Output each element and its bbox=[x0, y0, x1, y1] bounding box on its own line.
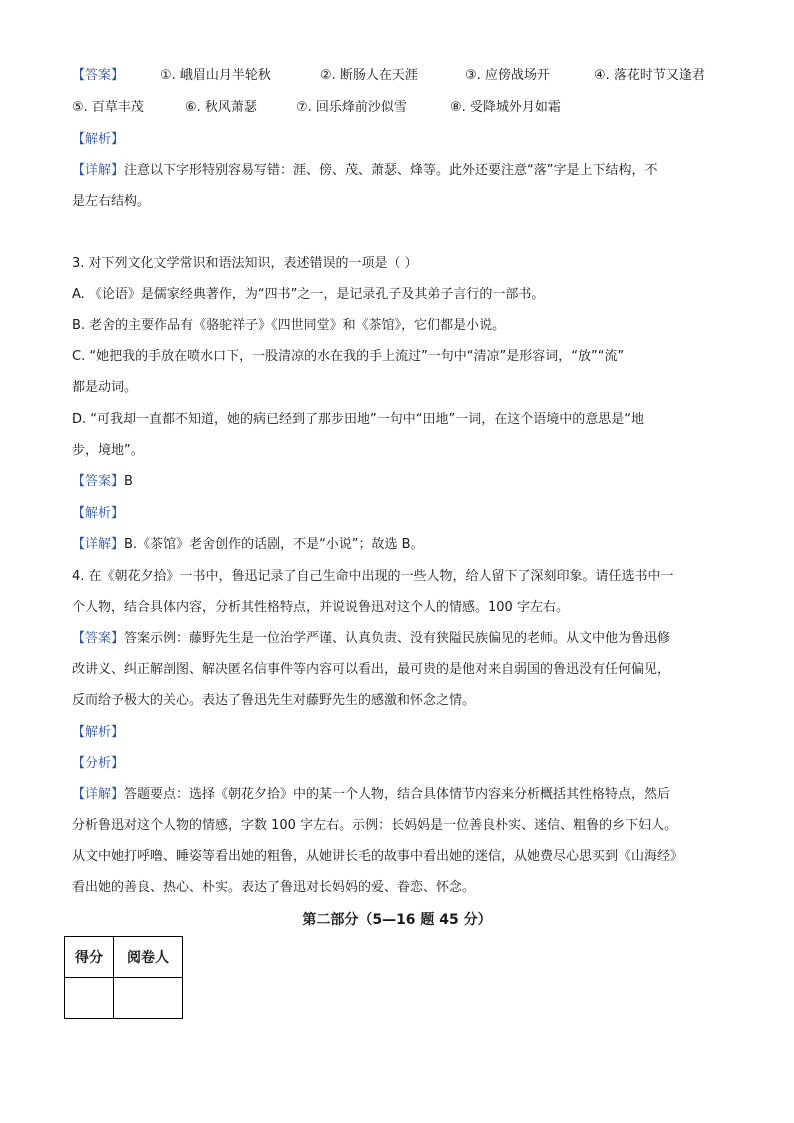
answer-text: 答案示例：藤野先生是一位治学严谨、认真负责、没有狭隘民族偏见的老师。从文中他为鲁迅修 bbox=[124, 631, 671, 646]
answer-item-5: ⑤. 百草丰茂 bbox=[72, 100, 144, 115]
detail-label: 【详解】 bbox=[72, 787, 125, 802]
detail-text: 答题要点：选择《朝花夕拾》中的某一个人物，结合具体情节内容来分析概括其性格特点，然后 bbox=[124, 787, 671, 802]
detail-text-continued: 是左右结构。 bbox=[72, 194, 151, 209]
answer-item-6: ⑥. 秋风萧瑟 bbox=[185, 100, 257, 115]
question-4-stem: 4. 在《朝花夕拾》一书中，鲁迅记录了自己生命中出现的一些人物，给人留下了深刻印象。请任选书中一 bbox=[72, 569, 674, 584]
fenxi-label: 【分析】 bbox=[72, 756, 125, 771]
question-4-answer-line-3: 反而给予极大的关心。表达了鲁迅先生对藤野先生的感激和怀念之情。 bbox=[72, 693, 476, 708]
score-table bbox=[64, 936, 183, 1019]
question-4-detail-line-4: 看出她的善良、热心、朴实。表达了鲁迅对长妈妈的爱、眷恋、怀念。 bbox=[72, 880, 476, 895]
answer-item-8: ⑧. 受降城外月如霜 bbox=[450, 100, 561, 115]
question-3-option-b: B. 老舍的主要作品有《骆驼祥子》《四世同堂》和《茶馆》，它们都是小说。 bbox=[72, 318, 506, 333]
question-4-detail-line-3: 从文中她打呼噜、睡姿等看出她的粗鲁，从她讲长毛的故事中看出她的迷信，从她费尽心思买到《山海经》 bbox=[72, 849, 684, 864]
detail-paragraph bbox=[72, 161, 724, 181]
analysis-label: 【解析】 bbox=[72, 132, 125, 147]
answer-item-2: ②. 断肠人在天涯 bbox=[320, 68, 418, 83]
score-cell[interactable] bbox=[65, 978, 114, 1019]
question-4-stem-continued: 个人物，结合具体内容，分析其性格特点，并说说鲁迅对这个人的情感。100 字左右。 bbox=[72, 600, 569, 615]
analysis-label: 【解析】 bbox=[72, 725, 125, 740]
score-header: 得分 bbox=[65, 937, 114, 978]
question-3-detail bbox=[72, 535, 724, 555]
part-2-title: 第二部分（5—16 题 45 分） bbox=[302, 912, 492, 928]
question-4-detail-line-2: 分析鲁迅对这个人物的情感，字数 100 字左右。示例：长妈妈是一位善良朴实、迷信、粗鲁的乡下妇人。 bbox=[72, 818, 678, 833]
detail-label: 【详解】 bbox=[72, 537, 125, 552]
grader-header: 阅卷人 bbox=[114, 937, 183, 978]
question-3-option-d-continued: 步，境地”。 bbox=[72, 443, 144, 458]
detail-text: B.《茶馆》老舍创作的话剧，不是“小说”；故选 B。 bbox=[124, 537, 424, 552]
question-3-option-c-continued: 都是动词。 bbox=[72, 380, 138, 395]
question-3-stem: 3. 对下列文化文学常识和语法知识，表述错误的一项是（ ） bbox=[72, 256, 418, 271]
question-4-answer bbox=[72, 629, 724, 649]
question-3-option-d: D. “可我却一直都不知道，她的病已经到了那步田地”一句中“田地”一词，在这个语境中的意思是“地 bbox=[72, 412, 644, 427]
question-3-option-c: C. “她把我的手放在喷水口下，一股清凉的水在我的手上流过”一句中“清凉”是形容词，“放”“流” bbox=[72, 349, 625, 364]
answer-item-1: ①. 峨眉山月半轮秋 bbox=[160, 68, 271, 83]
grader-cell[interactable] bbox=[114, 978, 183, 1019]
question-4-detail bbox=[72, 785, 724, 805]
answer-label: 【答案】 bbox=[72, 631, 125, 646]
answer-item-4: ④. 落花时节又逢君 bbox=[594, 68, 705, 83]
answer-item-7: ⑦. 回乐烽前沙似雪 bbox=[296, 100, 407, 115]
question-4-answer-line-2: 改讲义、纠正解剖图、解决匿名信事件等内容可以看出，最可贵的是他对来自弱国的鲁迅没有任何偏见， bbox=[72, 662, 671, 677]
answer-text: B bbox=[124, 474, 133, 489]
question-3-option-a: A. 《论语》是儒家经典著作，为“四书”之一，是记录孔子及其弟子言行的一部书。 bbox=[72, 287, 545, 302]
detail-label: 【详解】 bbox=[72, 163, 125, 178]
answer-label: 【答案】 bbox=[72, 474, 125, 489]
detail-text: 注意以下字形特别容易写错：涯、傍、茂、萧瑟、烽等。此外还要注意“落”字是上下结构，不 bbox=[124, 163, 658, 178]
question-3-answer bbox=[72, 472, 724, 492]
answer-label: 【答案】 bbox=[72, 68, 125, 83]
analysis-label: 【解析】 bbox=[72, 506, 125, 521]
answer-item-3: ③. 应傍战场开 bbox=[465, 68, 550, 83]
